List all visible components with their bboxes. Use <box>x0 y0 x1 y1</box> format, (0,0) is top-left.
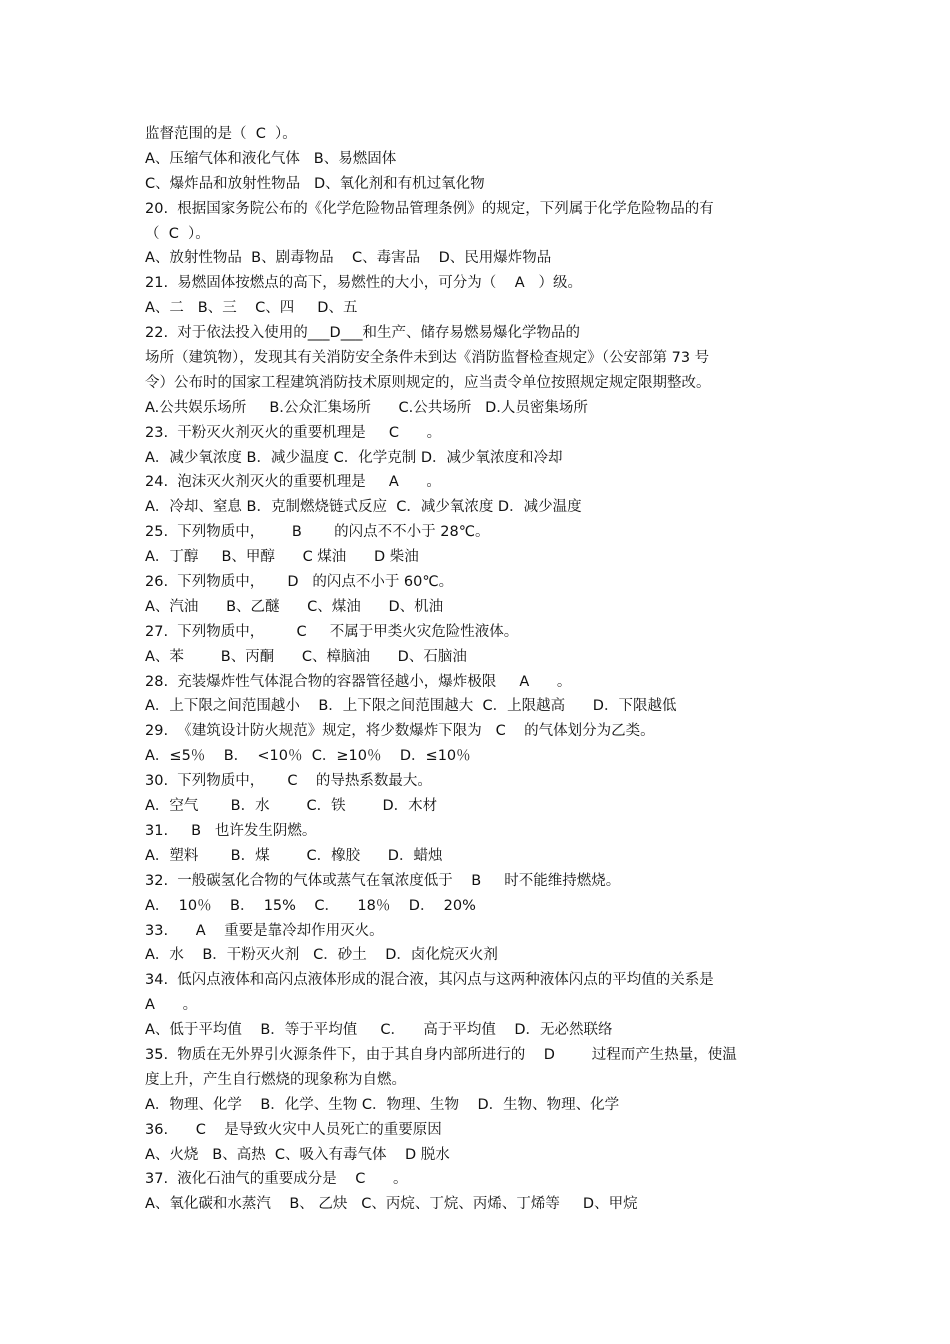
question-line: 31. B 也许发生阴燃。 <box>145 822 317 839</box>
option-line: A.公共娱乐场所 B.公众汇集场所 C.公共场所 D.人员密集场所 <box>145 399 588 416</box>
option-line: A．物理、化学 B．化学、生物 C．物理、生物 D．生物、物理、化学 <box>145 1096 620 1113</box>
option-line: A．塑料 B．煤 C．橡胶 D．蜡烛 <box>145 847 443 864</box>
option-line: C、爆炸品和放射性物品 D、氧化剂和有机过氧化物 <box>145 175 485 192</box>
question-line: 32. 一般碳氢化合物的气体或蒸气在氧浓度低于 B 时不能维持燃烧。 <box>145 872 621 889</box>
question-text-body <box>145 122 810 1217</box>
option-line: A、汽油 B、乙醚 C、煤油 D、机油 <box>145 598 444 615</box>
option-line: A．上下限之间范围越小 B．上下限之间范围越大 C．上限越高 D．下限越低 <box>145 698 677 715</box>
question-line: 36. C 是导致火灾中人员死亡的重要原因 <box>145 1121 442 1138</box>
option-line: A．减少氧浓度 B．减少温度 C．化学克制 D．减少氧浓度和冷却 <box>145 449 563 466</box>
option-line: A、二 B、三 C、四 D、五 <box>145 300 358 317</box>
option-line: A．丁醇 B、甲醇 C 煤油 D 柴油 <box>145 549 419 566</box>
option-line: A．≤5％ B． <10％ C．≥10％ D．≤10％ <box>145 748 471 765</box>
question-line: A 。 <box>145 997 198 1014</box>
question-line: 37. 液化石油气的重要成分是 C 。 <box>145 1171 408 1188</box>
question-line: 20. 根据国家务院公布的《化学危险物品管理条例》的规定，下列属于化学危险物品的有 <box>145 200 714 217</box>
option-line: A、火烧 B、高热 C、吸入有毒气体 D 脱水 <box>145 1146 450 1163</box>
question-line: 25. 下列物质中， B 的闪点不不小于 28℃。 <box>145 524 490 541</box>
question-line: 34. 低闪点液体和高闪点液体形成的混合液，其闪点与这两种液体闪点的平均值的关系是 <box>145 972 714 989</box>
question-line: 28. 充装爆炸性气体混合物的容器管径越小，爆炸极限 A 。 <box>145 673 572 690</box>
question-line: 35. 物质在无外界引火源条件下，由于其自身内部所进行的 D 过程而产生热量，使温 <box>145 1046 737 1063</box>
question-line: 22. 对于依法投入使用的___D___和生产、储存易燃易爆化学物品的 <box>145 325 580 342</box>
question-line: 24. 泡沫灭火剂灭火的重要机理是 A 。 <box>145 474 441 491</box>
question-line: 令）公布时的国家工程建筑消防技术原则规定的，应当责令单位按照规定规定限期整改。 <box>145 374 711 391</box>
question-line: 33. A 重要是靠冷却作用灭火。 <box>145 922 384 939</box>
question-line: 度上升，产生自行燃烧的现象称为自燃。 <box>145 1071 406 1088</box>
option-line: A．空气 B．水 C．铁 D．木材 <box>145 798 438 815</box>
question-line: 29. 《建筑设计防火规范》规定，将少数爆炸下限为 C 的气体划分为乙类。 <box>145 723 655 740</box>
question-line: （ C ）。 <box>145 225 210 242</box>
option-line: A、低于平均值 B．等于平均值 C． 高于平均值 D．无必然联络 <box>145 1022 613 1039</box>
question-line: 26. 下列物质中， D 的闪点不小于 60℃。 <box>145 574 454 591</box>
option-line: A、氧化碳和水蒸汽 B、 乙炔 C、丙烷、丁烷、丙烯、丁烯等 D、甲烷 <box>145 1196 638 1213</box>
option-line: A．冷却、窒息 B．克制燃烧链式反应 C．减少氧浓度 D．减少温度 <box>145 499 582 516</box>
option-line: A、苯 B、丙酮 C、樟脑油 D、石脑油 <box>145 648 467 665</box>
question-line: 30. 下列物质中， C 的导热系数最大。 <box>145 773 432 790</box>
option-line: A、放射性物品 B、剧毒物品 C、毒害品 D、民用爆炸物品 <box>145 250 552 267</box>
question-line: 23. 干粉灭火剂灭火的重要机理是 C 。 <box>145 424 442 441</box>
question-line: 21. 易燃固体按燃点的高下，易燃性的大小，可分为（ A ）级。 <box>145 275 582 292</box>
option-line: A． 10％ B． 15% C． 18％ D． 20% <box>145 897 476 914</box>
question-line: 27. 下列物质中， C 不属于甲类火灾危险性液体。 <box>145 623 519 640</box>
question-line: 监督范围的是（ C ）。 <box>145 126 297 142</box>
question-line: 场所（建筑物），发现其有关消防安全条件未到达《消防监督检查规定》（公安部第 73 号 <box>145 350 710 367</box>
option-line: A．水 B．干粉灭火剂 C．砂土 D．卤化烷灭火剂 <box>145 947 498 964</box>
option-line: A、压缩气体和液化气体 B、易燃固体 <box>145 150 397 167</box>
